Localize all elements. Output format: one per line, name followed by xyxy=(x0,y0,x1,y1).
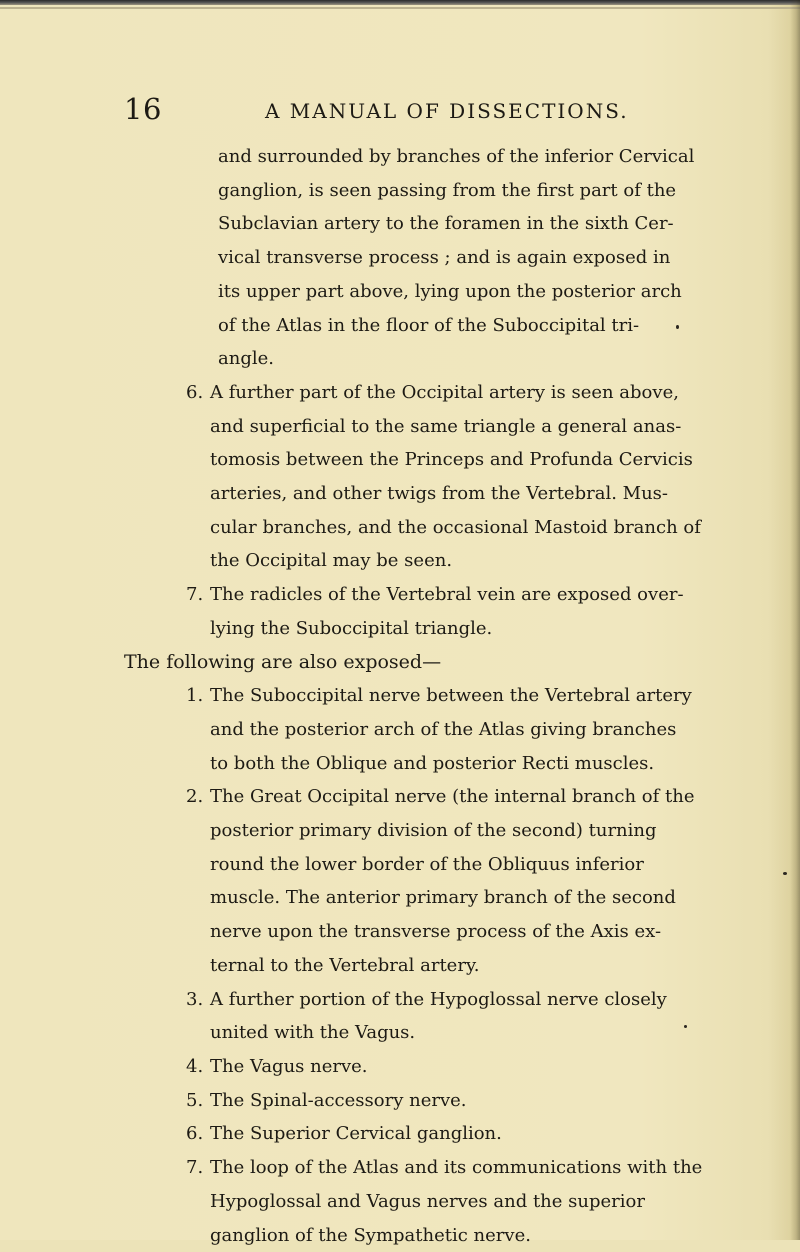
page-number: 16 xyxy=(124,92,162,126)
item-number: 7. xyxy=(124,1151,210,1252)
continuation-paragraph xyxy=(124,140,754,376)
page-gutter-shadow xyxy=(790,0,800,1240)
text-line: of the Atlas in the floor of the Suboccipital tri- xyxy=(218,309,754,343)
lead-in-line: The following are also exposed— xyxy=(124,646,754,680)
ink-speck xyxy=(783,872,787,875)
text-line: the Occipital may be seen. xyxy=(210,544,754,578)
item-number: 5. xyxy=(124,1084,210,1118)
text-line: to both the Oblique and posterior Recti muscles. xyxy=(210,747,754,781)
item-text xyxy=(210,1151,754,1252)
item-text xyxy=(210,1117,754,1151)
text-line: tomosis between the Princeps and Profunda Cervicis xyxy=(210,443,754,477)
top-edge-rule xyxy=(0,0,800,5)
top-edge-shadow xyxy=(0,7,800,9)
ink-speck xyxy=(676,325,679,329)
text-line: muscle. The anterior primary branch of the second xyxy=(210,881,754,915)
page-header xyxy=(0,90,800,130)
text-line: posterior primary division of the second) turning xyxy=(210,814,754,848)
list-item-vagus-nerve xyxy=(124,1050,754,1084)
item-text xyxy=(210,1084,754,1118)
list-item-suboccipital-nerve xyxy=(124,679,754,780)
item-text xyxy=(210,983,754,1050)
text-line: The Superior Cervical ganglion. xyxy=(210,1117,754,1151)
text-line: angle. xyxy=(218,342,754,376)
item-text xyxy=(210,1050,754,1084)
item-text xyxy=(210,679,754,780)
text-line: The radicles of the Vertebral vein are exposed over- xyxy=(210,578,754,612)
running-title: A MANUAL OF DISSECTIONS. xyxy=(265,99,629,123)
item-text xyxy=(210,780,754,982)
text-line: The loop of the Atlas and its communications with the xyxy=(210,1151,754,1185)
list-item-vertebral-vein xyxy=(124,578,754,645)
text-line: lying the Suboccipital triangle. xyxy=(210,612,754,646)
item-number: 7. xyxy=(124,578,210,645)
text-line: ternal to the Vertebral artery. xyxy=(210,949,754,983)
item-number: 6. xyxy=(124,376,210,578)
text-line: its upper part above, lying upon the posterior arch xyxy=(218,275,754,309)
item-number: 6. xyxy=(124,1117,210,1151)
text-line: nerve upon the transverse process of the Axis ex- xyxy=(210,915,754,949)
text-line: The Vagus nerve. xyxy=(210,1050,754,1084)
item-text xyxy=(210,376,754,578)
text-line: round the lower border of the Obliquus inferior xyxy=(210,848,754,882)
text-line: Subclavian artery to the foramen in the sixth Cer- xyxy=(218,207,754,241)
text-line: arteries, and other twigs from the Vertebral. Mus- xyxy=(210,477,754,511)
text-line: The Suboccipital nerve between the Vertebral artery xyxy=(210,679,754,713)
text-line: and superficial to the same triangle a general anas- xyxy=(210,410,754,444)
ink-speck xyxy=(684,1025,687,1028)
list-item-superior-cervical-ganglion xyxy=(124,1117,754,1151)
text-line: cular branches, and the occasional Mastoid branch of xyxy=(210,511,754,545)
text-line: Hypoglossal and Vagus nerves and the superior xyxy=(210,1185,754,1219)
text-line: vical transverse process ; and is again exposed in xyxy=(218,241,754,275)
text-line: A further part of the Occipital artery is seen above, xyxy=(210,376,754,410)
list-item-spinal-accessory-nerve xyxy=(124,1084,754,1118)
text-line: A further portion of the Hypoglossal nerve closely xyxy=(210,983,754,1017)
text-line: united with the Vagus. xyxy=(210,1016,754,1050)
list-item-hypoglossal-nerve xyxy=(124,983,754,1050)
item-number: 4. xyxy=(124,1050,210,1084)
text-line: ganglion, is seen passing from the first part of the xyxy=(218,174,754,208)
item-number: 2. xyxy=(124,780,210,982)
text-line: and surrounded by branches of the inferior Cervical xyxy=(218,140,754,174)
text-line: The Great Occipital nerve (the internal branch of the xyxy=(210,780,754,814)
item-number: 1. xyxy=(124,679,210,780)
list-item-occipital-artery xyxy=(124,376,754,578)
text-line: ganglion of the Sympathetic nerve. xyxy=(210,1219,754,1252)
text-line: The Spinal-accessory nerve. xyxy=(210,1084,754,1118)
list-item-great-occipital-nerve xyxy=(124,780,754,982)
text-line: and the posterior arch of the Atlas giving branches xyxy=(210,713,754,747)
page-body xyxy=(124,140,754,1252)
item-text xyxy=(210,578,754,645)
list-item-loop-of-atlas xyxy=(124,1151,754,1252)
item-number: 3. xyxy=(124,983,210,1050)
